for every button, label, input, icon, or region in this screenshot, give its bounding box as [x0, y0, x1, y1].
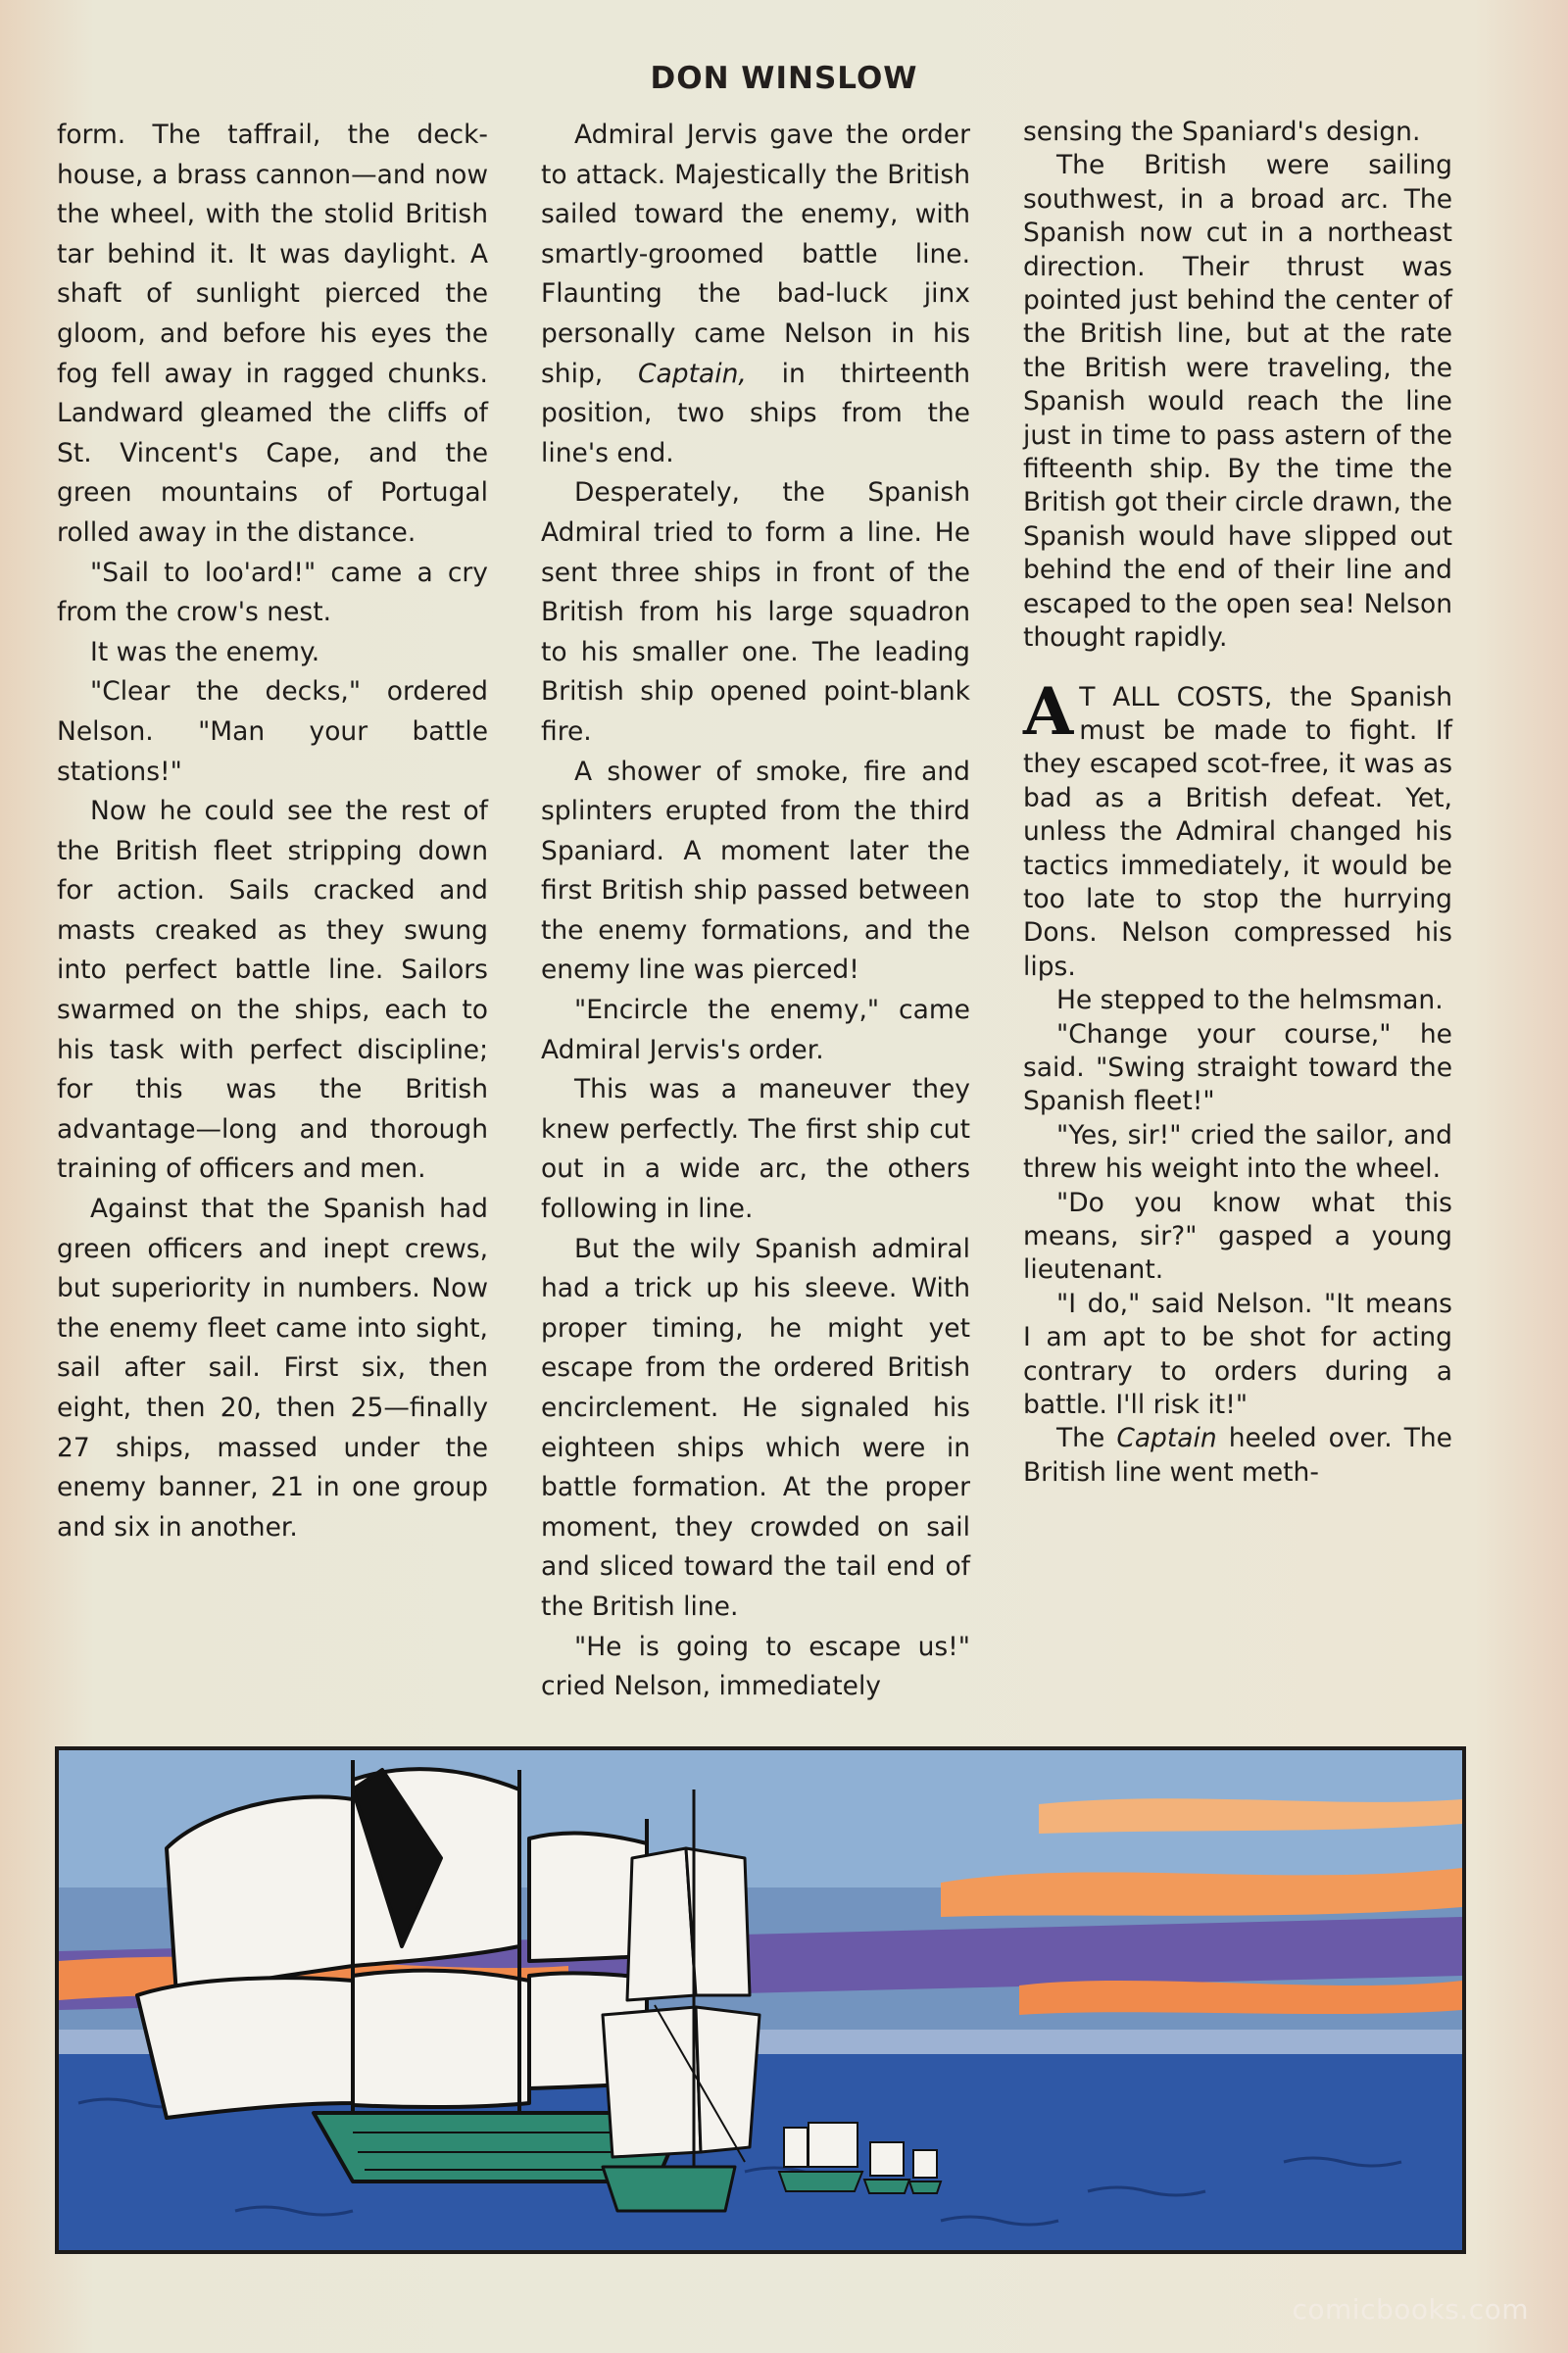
sail: [603, 2007, 701, 2157]
sunset-cloud: [941, 1868, 1462, 1917]
paragraph: Against that the Spanish had green officers and inept crews, but superiority in numbers. Now the enemy fleet came into sight, sail after sail. First six, then eight, then 20, then 25—finally 27 ships, massed under the enemy banner, 21 in one group and six in another.: [57, 1194, 488, 1543]
drop-cap: A: [1023, 672, 1074, 750]
paragraph: "Do you know what this means, sir?" gasped a young lieutenant.: [1023, 1187, 1452, 1286]
sailing-ships-illustration: [59, 1750, 1462, 2250]
paragraph: "I do," said Nelson. "It means I am apt to be shot for acting contrary to orders during a battle. I'll risk it!": [1023, 1288, 1452, 1421]
sail: [808, 2123, 858, 2167]
sail: [686, 1848, 750, 1995]
sail: [784, 2128, 808, 2167]
paragraph: He stepped to the helmsman.: [1056, 985, 1444, 1016]
ship-hull: [909, 2181, 941, 2193]
paragraph: The Captain heeled over. The British line went meth-: [1023, 1423, 1452, 1488]
sunset-cloud: [1019, 1981, 1462, 2015]
paragraph: sensing the Spaniard's design.: [1023, 117, 1421, 147]
paragraph: A shower of smoke, fire and splinters erupted from the third Spaniard. A moment later the first British ship passed between the enemy formations, and the enemy line was pierced!: [541, 756, 970, 986]
paragraph: "He is going to escape us!" cried Nelson, immediately: [541, 1631, 970, 1702]
sail: [913, 2150, 937, 2178]
watermark: comicbooks.com: [1292, 2293, 1529, 2326]
text-column-2: [541, 116, 970, 1707]
sail: [627, 1848, 696, 2000]
ship-name: Captain,: [638, 358, 747, 389]
sail: [167, 1796, 353, 1995]
paragraph: "Encircle the enemy," came Admiral Jervis's order.: [541, 995, 970, 1065]
ship-hull: [779, 2172, 862, 2191]
paragraph: It was the enemy.: [90, 636, 320, 667]
paragraph: A T ALL COSTS, the Spanish must be made to fight. If they escaped scot-free, it was as bad as a British defeat. Yet, unless the Admiral changed his tactics immediately, it would be too late to stop the hurrying Dons. Nelson compressed his lips.: [1023, 672, 1453, 982]
paragraph: Now he could see the rest of the British fleet stripping down for action. Sails cracked and masts creaked as they swung into perfect battle line. Sailors swarmed on the ships, each to his task with perfect discipline; for this was the British advantage—long and thorough training of officers and men.: [57, 796, 488, 1185]
paragraph: "Change your course," he said. "Swing straight toward the Spanish fleet!": [1023, 1018, 1452, 1117]
paragraph: form. The taffrail, the deck-house, a brass cannon—and now the wheel, with the stolid British tar behind it. It was daylight. A shaft of sunlight pierced the gloom, and before his eyes the fog fell away in ragged chunks. Landward gleamed the cliffs of St. Vincent's Cape, and the green mountains of Portugal rolled away in the distance.: [57, 120, 488, 548]
ship-hull: [603, 2167, 735, 2211]
ship-distant: [909, 2150, 941, 2193]
sail: [353, 1971, 529, 2107]
illustration-panel: [55, 1746, 1466, 2254]
paragraph: "Sail to loo'ard!" came a cry from the crow's nest.: [57, 557, 488, 628]
ship-distant: [864, 2142, 909, 2193]
ship-hull: [864, 2180, 909, 2193]
sail: [137, 1978, 353, 2118]
paragraph: But the wily Spanish admiral had a trick up his sleeve. With proper timing, he might yet escape from the ordered British encirclement. He signaled his eighteen ships which were in battle formation. At the proper moment, they crowded on sail and sliced toward the tail end of the British line.: [541, 1233, 970, 1622]
ship-name: Captain: [1116, 1423, 1217, 1454]
paragraph: Desperately, the Spanish Admiral tried to form a line. He sent three ships in front of the British from his large squadron to his smaller one. The leading British ship opened point-blank fire.: [541, 477, 970, 747]
text-column-3: [1023, 116, 1452, 1490]
paragraph: The British were sailing southwest, in a broad arc. The Spanish now cut in a northeast direction. Their thrust was pointed just behind the center of the British line, but at the rate the British were traveling, the Spanish would reach the line just in time to pass astern of the fifteenth ship. By the time the British got their circle drawn, the Spanish would have slipped out behind the end of their line and escaped to the open sea! Nelson thought rapidly.: [1023, 150, 1452, 654]
paragraph: "Clear the decks," ordered Nelson. "Man your battle stations!": [57, 676, 488, 787]
sail: [870, 2142, 904, 2176]
paragraph: Admiral Jervis gave the order to attack. Majestically the British sailed toward the enemy, with smartly-groomed battle line. Flaunting the bad-luck jinx personally came Nelson in his ship, Captain, in thirteenth position, two ships from the line's end.: [541, 120, 970, 468]
ship-distant: [779, 2123, 862, 2191]
text-column-1: [57, 116, 488, 1547]
paragraph: This was a maneuver they knew perfectly. The first ship cut out in a wide arc, the others following in line.: [541, 1074, 970, 1225]
running-head-title: DON WINSLOW: [650, 61, 918, 96]
paragraph: "Yes, sir!" cried the sailor, and threw his weight into the wheel.: [1023, 1119, 1452, 1185]
